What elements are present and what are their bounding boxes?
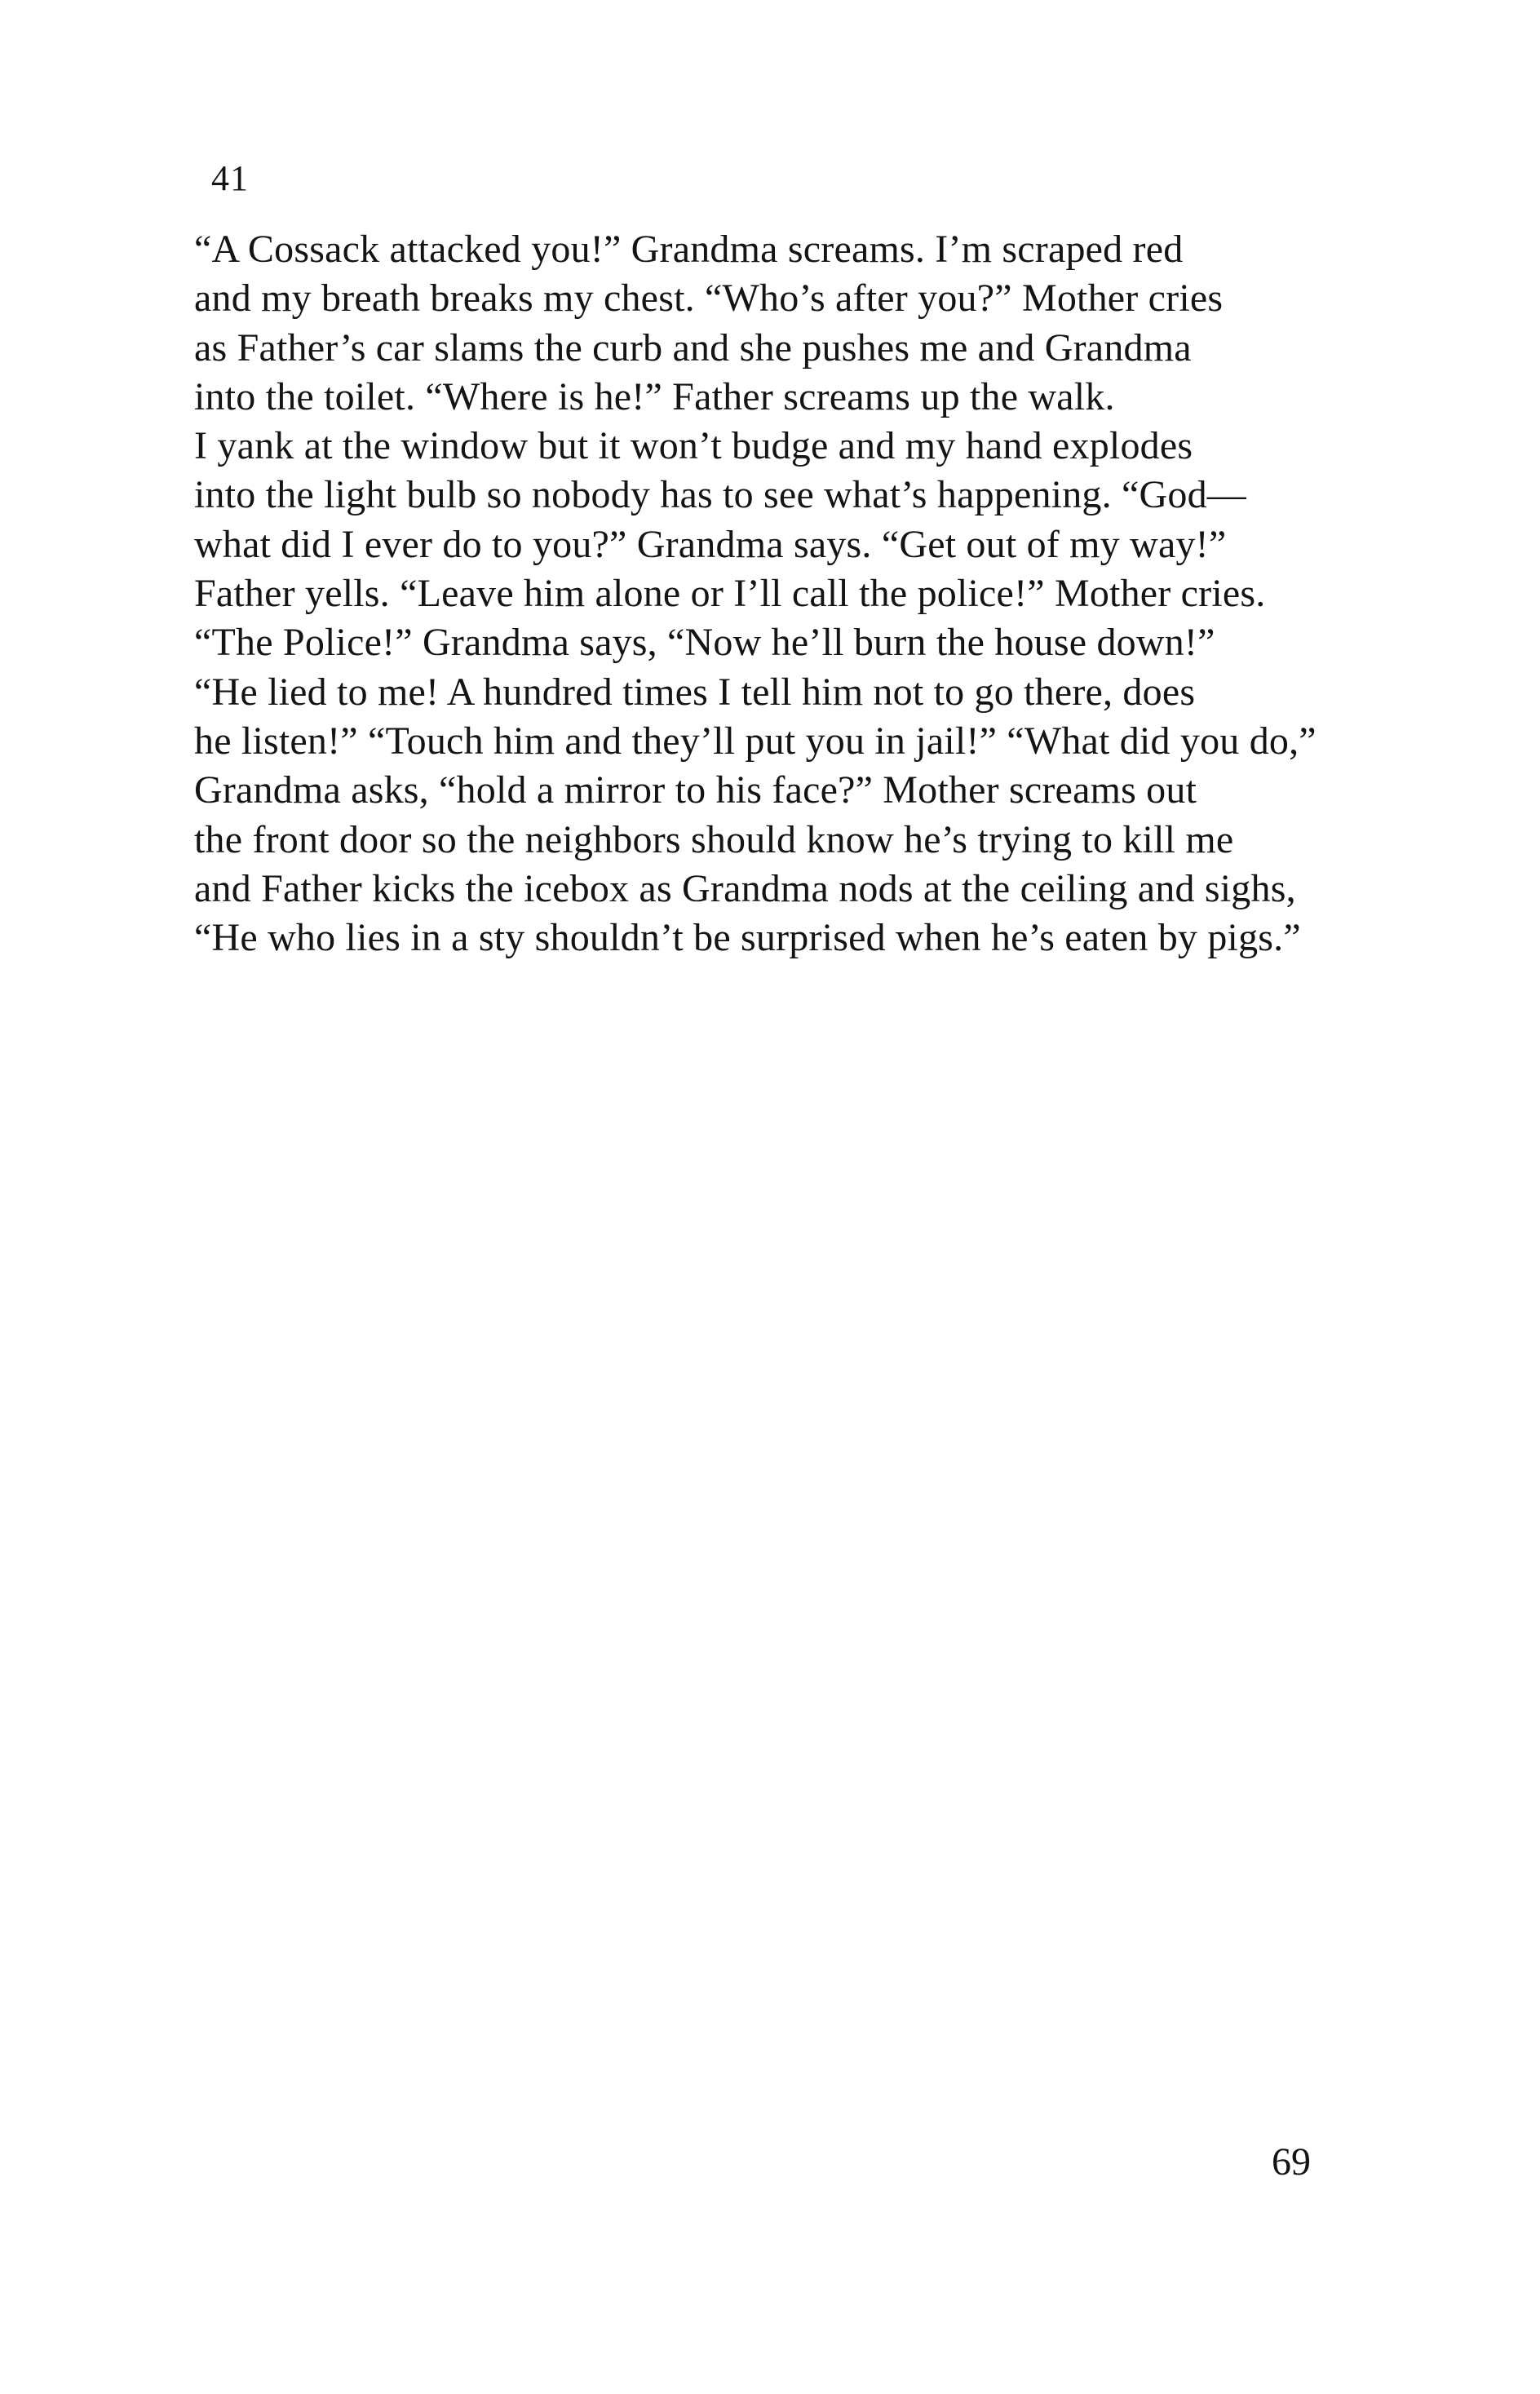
poem-line: Father yells. “Leave him alone or I’ll call the police!” Mother cries.: [194, 572, 1266, 616]
poem-line: as Father’s car slams the curb and she pushes me and Grandma: [194, 325, 1192, 369]
poem-line: “A Cossack attacked you!” Grandma screams. I’m scraped red: [194, 228, 1184, 271]
poem-line: he listen!” “Touch him and they’ll put you in jail!” “What did you do,”: [194, 719, 1317, 763]
poem-body: [194, 225, 1352, 962]
poem-line: I yank at the window but it won’t budge and my hand explodes: [194, 424, 1193, 468]
poem-line: “He who lies in a sty shouldn’t be surprised when he’s eaten by pigs.”: [194, 916, 1301, 960]
poem-line: Grandma asks, “hold a mirror to his face?” Mother screams out: [194, 768, 1197, 812]
poem-line: and Father kicks the icebox as Grandma nods at the ceiling and sighs,: [194, 866, 1296, 910]
poem-line: “The Police!” Grandma says, “Now he’ll burn the house down!”: [194, 621, 1215, 665]
poem-line: into the toilet. “Where is he!” Father screams up the walk.: [194, 374, 1115, 418]
poem-line: what did I ever do to you?” Grandma says. “Get out of my way!”: [194, 522, 1227, 566]
poem-line: “He lied to me! A hundred times I tell him not to go there, does: [194, 670, 1196, 714]
page-number: 69: [1272, 2140, 1311, 2184]
poem-line: into the light bulb so nobody has to see what’s happening. “God—: [194, 473, 1246, 517]
poem-number: 41: [211, 158, 249, 198]
poem-line: and my breath breaks my chest. “Who’s after you?” Mother cries: [194, 277, 1224, 321]
poem-line: the front door so the neighbors should know he’s trying to kill me: [194, 817, 1234, 861]
